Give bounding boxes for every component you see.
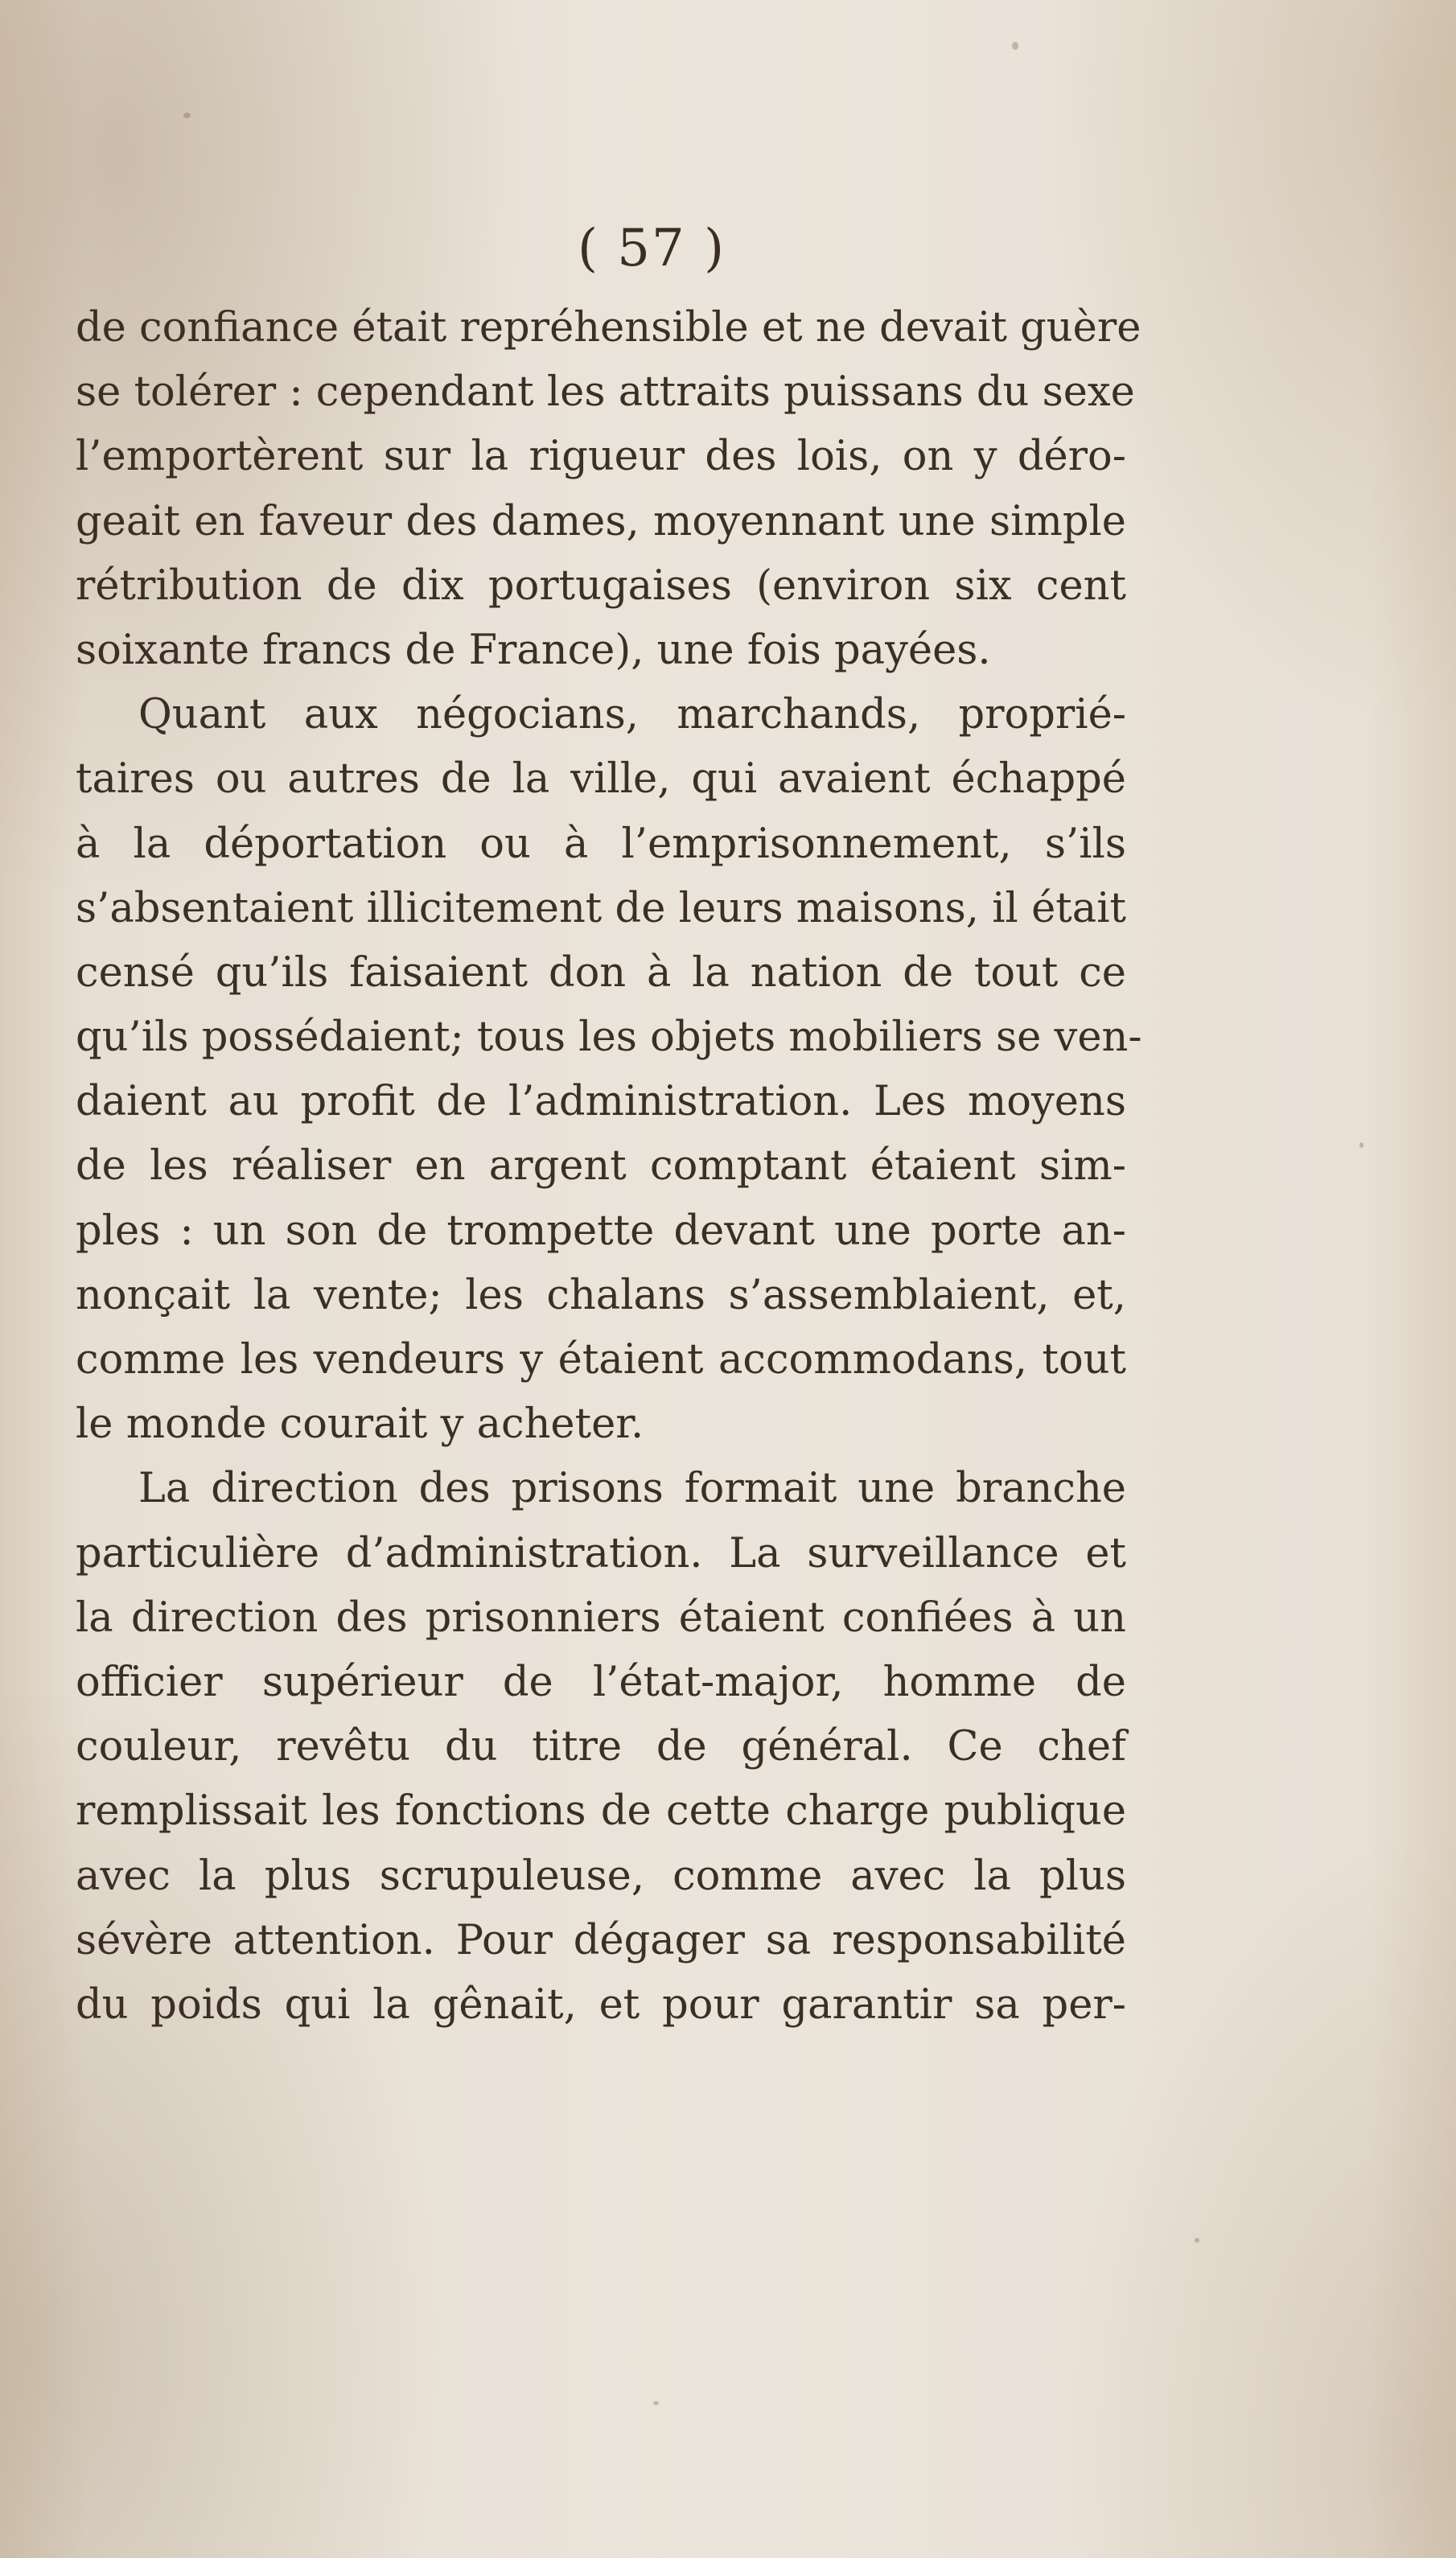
page-number: ( 57 )	[577, 219, 726, 278]
text-line: couleur, revêtu du titre de général. Ce chef	[76, 1723, 1126, 1771]
text-line: l’emportèrent sur la rigueur des lois, on y déro-	[76, 433, 1126, 481]
text-line: se tolérer : cependant les attraits puissans du sexe	[76, 368, 1135, 417]
text-line: censé qu’ils faisaient don à la nation de tout ce	[76, 948, 1126, 997]
text-line: du poids qui la gênait, et pour garantir sa per-	[76, 1980, 1126, 2029]
text-line: soixante francs de France), une fois payées.	[76, 626, 991, 674]
paper-speck	[1195, 2238, 1199, 2243]
text-line: nonçait la vente; les chalans s’assemblaient, et,	[76, 1271, 1126, 1319]
text-line: s’absentaient illicitement de leurs maisons, il était	[76, 884, 1126, 932]
paper-speck	[1359, 1142, 1363, 1148]
text-line: qu’ils possédaient; tous les objets mobiliers se ven-	[76, 1014, 1142, 1062]
text-line: taires ou autres de la ville, qui avaient échappé	[76, 755, 1126, 804]
text-line: comme les vendeurs y étaient accommodans, tout	[76, 1336, 1126, 1384]
text-line: à la déportation ou à l’emprisonnement, s’ils	[76, 820, 1126, 868]
text-line: sévère attention. Pour dégager sa responsabilité	[76, 1916, 1126, 1964]
paper-speck	[653, 2401, 659, 2405]
text-line: particulière d’administration. La surveillance et	[76, 1529, 1126, 1577]
text-line: daient au profit de l’administration. Les moyens	[76, 1078, 1126, 1126]
text-line: remplissait les fonctions de cette charge publique	[76, 1787, 1126, 1836]
text-line: le monde courait y acheter.	[76, 1400, 644, 1449]
text-line: rétribution de dix portugaises (environ six cent	[76, 561, 1126, 610]
body-text	[76, 296, 1142, 2038]
text-line: ples : un son de trompette devant une porte an-	[76, 1207, 1126, 1255]
text-line: officier supérieur de l’état-major, homme de	[76, 1658, 1126, 1706]
text-line: La direction des prisons formait une branche	[138, 1465, 1126, 1513]
text-line: de confiance était repréhensible et ne devait guère	[76, 304, 1141, 352]
paper-speck	[1012, 42, 1018, 50]
text-line: la direction des prisonniers étaient confiées à un	[76, 1594, 1126, 1642]
text-line: de les réaliser en argent comptant étaient sim-	[76, 1142, 1126, 1191]
text-line: Quant aux négocians, marchands, proprié-	[138, 691, 1126, 739]
text-line: avec la plus scrupuleuse, comme avec la plus	[76, 1852, 1126, 1900]
text-line: geait en faveur des dames, moyennant une simple	[76, 497, 1126, 545]
paper-speck	[183, 113, 191, 118]
